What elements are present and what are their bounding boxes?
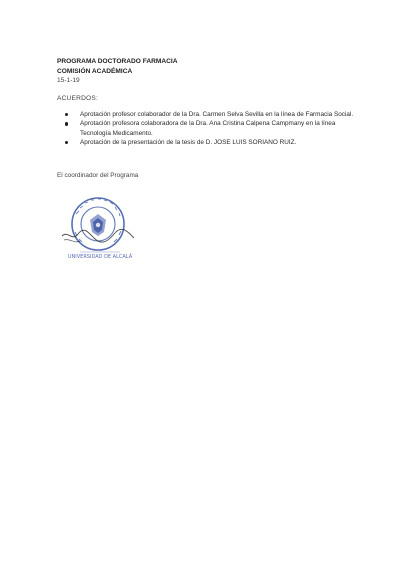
list-item-text: Aprotación profesora colaboradora de la Dra. Ana Cristina Calpena Campmany en la línea Tecnología Medicamento. <box>80 120 336 137</box>
seal-stamp-icon <box>58 192 138 262</box>
list-item <box>57 138 357 147</box>
list-item <box>57 110 357 119</box>
list-item-text: Aprotación de la presentación de la tesis de D. JOSE LUIS SORIANO RUIZ. <box>80 139 297 147</box>
list-item-text: Aprotación profesor colaborador de la Dra. Carmen Selva Sevilla en la línea de Farmacia Social. <box>80 111 354 118</box>
bullet-icon <box>65 122 68 125</box>
section-title: ACUERDOS: <box>57 95 99 102</box>
program-title: PROGRAMA DOCTORADO FARMACIA <box>57 58 178 65</box>
seal-text: UNIVERSIDAD DE ALCALÁ <box>67 254 133 260</box>
signature-caption: El coordinador del Programa <box>57 172 139 179</box>
document-date: 15-1-19 <box>57 77 80 85</box>
committee-title: COMISIÓN ACADÉMICA <box>57 67 133 75</box>
signature-seal <box>58 192 138 262</box>
document-header <box>57 57 178 86</box>
agreements-list <box>57 110 357 148</box>
bullet-icon <box>65 141 68 144</box>
bullet-icon <box>65 113 68 116</box>
list-item <box>57 119 357 138</box>
